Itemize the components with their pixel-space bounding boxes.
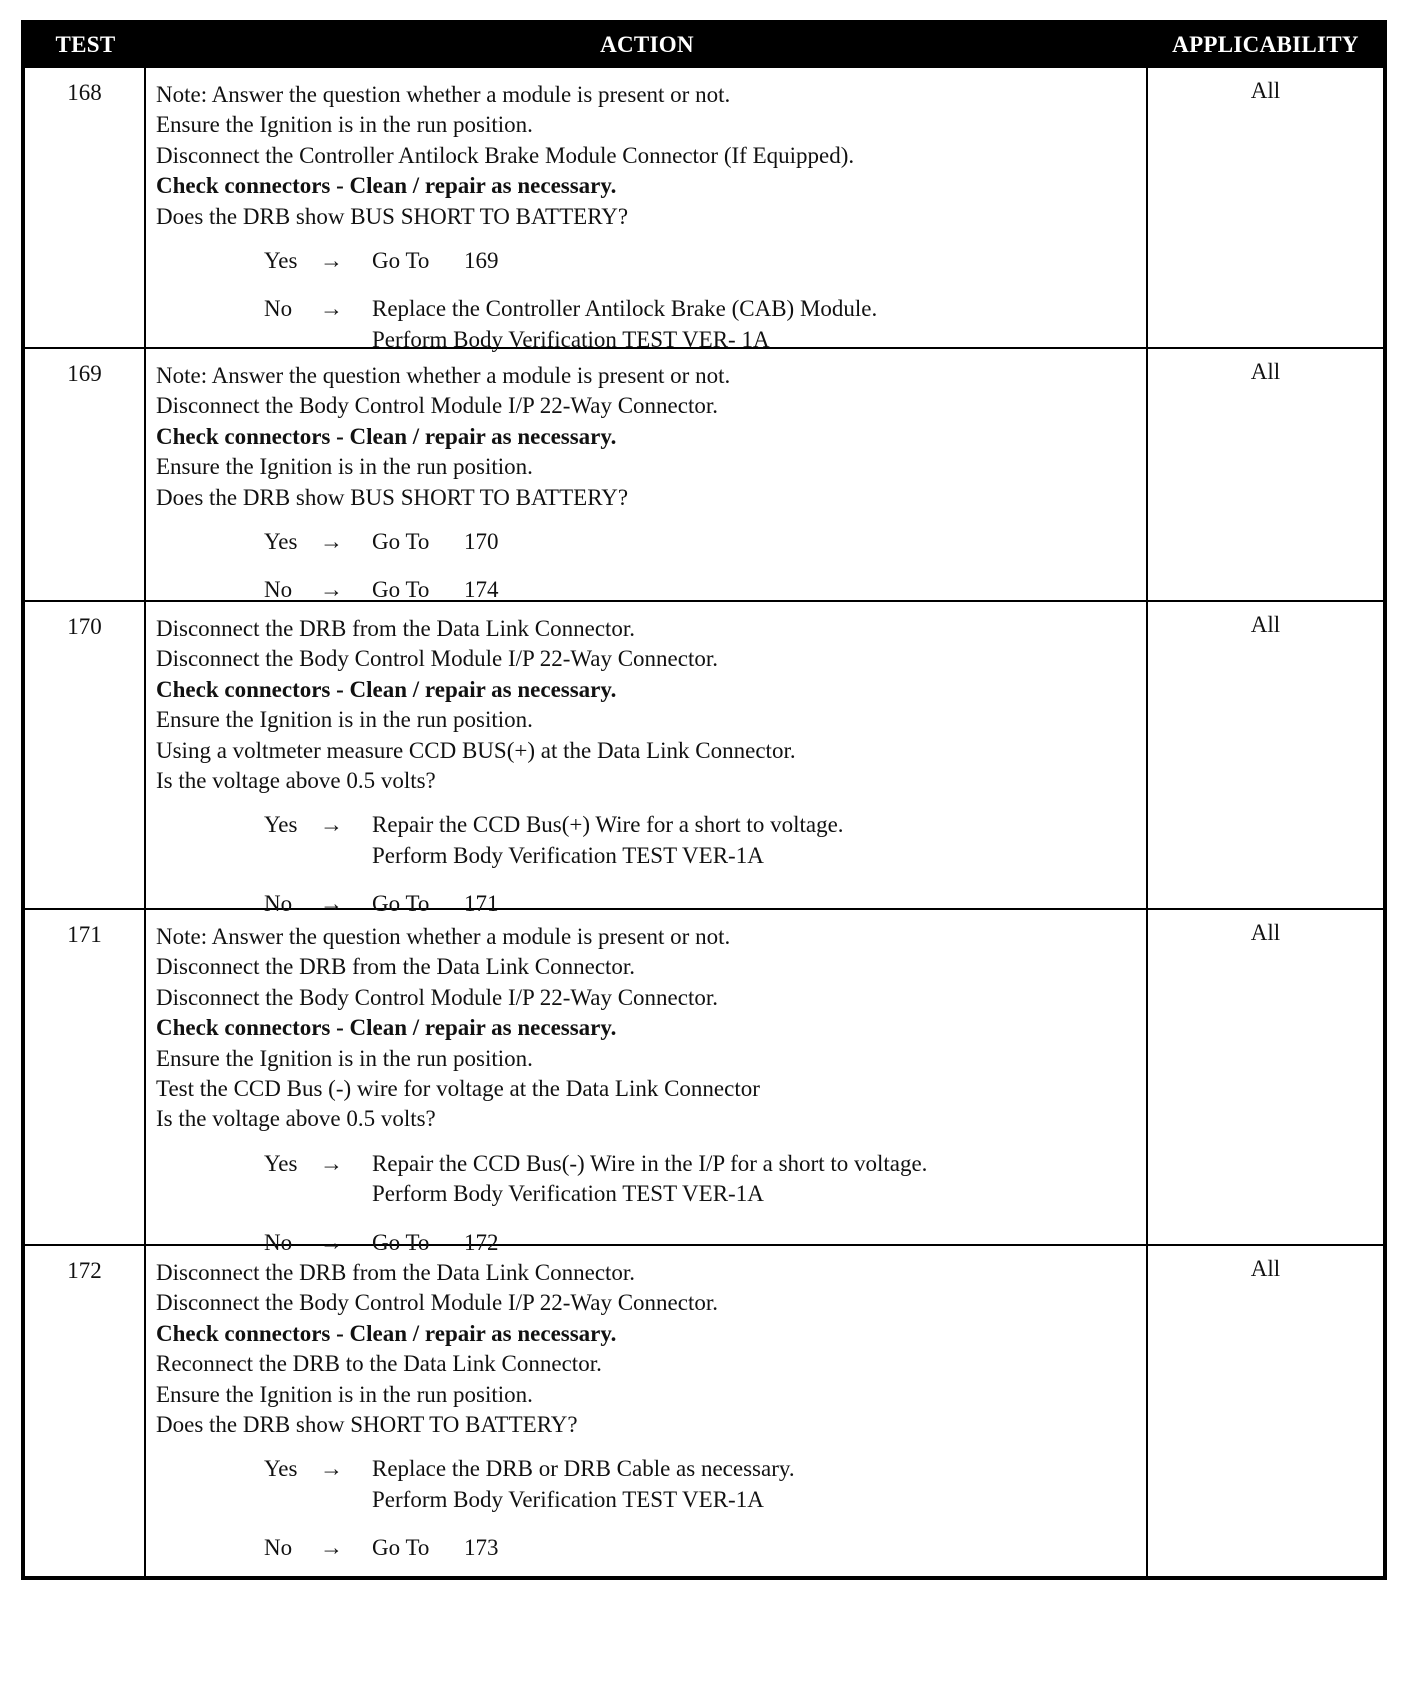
arrow-right-icon: → xyxy=(320,529,343,555)
arrow-right-icon: → xyxy=(320,296,343,322)
action-step: Ensure the Ignition is in the run position. xyxy=(156,1045,533,1071)
test-row-170 xyxy=(25,600,1383,917)
result-line: Replace the DRB or DRB Cable as necessary. xyxy=(372,1456,795,1482)
yes-branch xyxy=(264,810,1146,871)
goto-target: 172 xyxy=(464,1229,499,1255)
goto-label: Go To xyxy=(372,1229,430,1255)
branch-result xyxy=(372,1149,1146,1210)
action-cell xyxy=(146,602,1148,917)
test-row-172 xyxy=(25,1244,1383,1576)
test-number: 172 xyxy=(25,1246,146,1576)
applicability-cell: All xyxy=(1250,78,1281,103)
test-row-171 xyxy=(25,908,1383,1255)
result-line: Perform Body Verification TEST VER-1A xyxy=(372,1486,764,1512)
header-action: ACTION xyxy=(600,32,694,57)
answer-branches xyxy=(156,1149,1146,1258)
arrow-right-icon: → xyxy=(320,812,343,838)
branch-result xyxy=(372,246,1146,276)
arrow-right-icon: → xyxy=(320,1535,343,1561)
goto-label: Go To xyxy=(372,1535,430,1561)
no-branch xyxy=(264,1533,1146,1563)
action-step: Reconnect the DRB to the Data Link Connector. xyxy=(156,1351,602,1377)
goto-label: Go To xyxy=(372,529,430,555)
result-line: Perform Body Verification TEST VER-1A xyxy=(372,1181,764,1207)
action-cell xyxy=(146,349,1148,603)
action-step-emphasis: Check connectors - Clean / repair as necessary. xyxy=(156,1015,617,1041)
action-question: Does the DRB show BUS SHORT TO BATTERY? xyxy=(156,484,629,510)
yes-branch xyxy=(264,246,1146,276)
answer-branches xyxy=(156,246,1146,355)
yes-label: Yes xyxy=(264,1150,298,1176)
yes-label: Yes xyxy=(264,1456,298,1482)
action-step: Disconnect the Body Control Module I/P 22-Way Connector. xyxy=(156,393,718,419)
goto-label: Go To xyxy=(372,577,430,603)
yes-label: Yes xyxy=(264,812,298,838)
result-line: Repair the CCD Bus(+) Wire for a short to voltage. xyxy=(372,812,844,838)
goto-label: Go To xyxy=(372,891,430,917)
action-step: Using a voltmeter measure CCD BUS(+) at the Data Link Connector. xyxy=(156,737,796,763)
header-applicability: APPLICABILITY xyxy=(1172,32,1359,57)
action-step-emphasis: Check connectors - Clean / repair as necessary. xyxy=(156,676,617,702)
no-label: No xyxy=(264,1535,293,1561)
goto-target: 174 xyxy=(464,577,499,603)
action-step: Test the CCD Bus (-) wire for voltage at the Data Link Connector xyxy=(156,1076,760,1102)
applicability-cell: All xyxy=(1250,359,1281,384)
arrow-right-icon: → xyxy=(320,248,343,274)
goto-target: 170 xyxy=(464,529,499,555)
action-step: Disconnect the DRB from the Data Link Connector. xyxy=(156,954,636,980)
action-step: Note: Answer the question whether a module is present or not. xyxy=(156,82,731,107)
branch-result xyxy=(372,810,1146,871)
arrow-right-icon: → xyxy=(320,891,343,917)
no-label: No xyxy=(264,1229,293,1255)
yes-label: Yes xyxy=(264,248,298,274)
action-step: Ensure the Ignition is in the run position. xyxy=(156,1381,533,1407)
answer-branches xyxy=(156,1454,1146,1563)
arrow-right-icon: → xyxy=(320,1229,343,1255)
action-step: Disconnect the DRB from the Data Link Connector. xyxy=(156,616,636,641)
result-line: Repair the CCD Bus(-) Wire in the I/P for a short to voltage. xyxy=(372,1150,928,1176)
test-number: 170 xyxy=(25,602,146,908)
action-step: Disconnect the Body Control Module I/P 22-Way Connector. xyxy=(156,984,718,1010)
action-step: Note: Answer the question whether a module is present or not. xyxy=(156,924,731,949)
arrow-right-icon: → xyxy=(320,1150,343,1176)
action-cell xyxy=(146,910,1148,1255)
action-step: Ensure the Ignition is in the run position. xyxy=(156,454,533,480)
goto-target: 171 xyxy=(464,891,499,917)
action-step: Note: Answer the question whether a module is present or not. xyxy=(156,363,731,388)
test-row-168 xyxy=(25,66,1383,352)
result-line: Perform Body Verification TEST VER- 1A xyxy=(372,326,770,352)
action-question: Is the voltage above 0.5 volts? xyxy=(156,768,436,794)
action-step: Disconnect the Controller Antilock Brake Module Connector (If Equipped). xyxy=(156,142,855,168)
arrow-right-icon: → xyxy=(320,577,343,603)
action-step: Disconnect the Body Control Module I/P 22-Way Connector. xyxy=(156,1290,718,1316)
arrow-right-icon: → xyxy=(320,1456,343,1482)
branch-result xyxy=(372,1533,1146,1563)
goto-target: 169 xyxy=(464,248,499,274)
branch-result xyxy=(372,527,1146,557)
applicability-cell: All xyxy=(1250,920,1281,945)
answer-branches xyxy=(156,810,1146,919)
result-line: Perform Body Verification TEST VER-1A xyxy=(372,842,764,868)
no-label: No xyxy=(264,296,293,322)
header-test: TEST xyxy=(55,32,116,57)
goto-label: Go To xyxy=(372,248,430,274)
test-number: 168 xyxy=(25,68,146,347)
action-question: Does the DRB show BUS SHORT TO BATTERY? xyxy=(156,203,629,229)
action-step-emphasis: Check connectors - Clean / repair as necessary. xyxy=(156,423,617,449)
diagnostic-table xyxy=(21,20,1387,1580)
table-header xyxy=(25,24,1383,66)
action-question: Is the voltage above 0.5 volts? xyxy=(156,1106,436,1132)
branch-result xyxy=(372,1454,1146,1515)
answer-branches xyxy=(156,527,1146,606)
yes-branch xyxy=(264,1454,1146,1515)
yes-label: Yes xyxy=(264,529,298,555)
yes-branch xyxy=(264,1149,1146,1210)
action-question: Does the DRB show SHORT TO BATTERY? xyxy=(156,1412,578,1438)
action-step-emphasis: Check connectors - Clean / repair as necessary. xyxy=(156,173,617,199)
applicability-cell: All xyxy=(1250,612,1281,637)
action-step: Ensure the Ignition is in the run position. xyxy=(156,112,533,138)
action-cell xyxy=(146,68,1148,352)
test-row-169 xyxy=(25,347,1383,603)
branch-result xyxy=(372,294,1146,355)
no-label: No xyxy=(264,577,293,603)
action-step: Disconnect the DRB from the Data Link Connector. xyxy=(156,1260,636,1285)
goto-target: 173 xyxy=(464,1535,499,1561)
no-branch xyxy=(264,294,1146,355)
action-step: Ensure the Ignition is in the run position. xyxy=(156,707,533,733)
result-line: Replace the Controller Antilock Brake (CAB) Module. xyxy=(372,296,878,322)
no-label: No xyxy=(264,891,293,917)
yes-branch xyxy=(264,527,1146,557)
action-cell xyxy=(146,1246,1148,1576)
test-number: 171 xyxy=(25,910,146,1244)
action-step-emphasis: Check connectors - Clean / repair as necessary. xyxy=(156,1320,617,1346)
applicability-cell: All xyxy=(1250,1256,1281,1281)
action-step: Disconnect the Body Control Module I/P 22-Way Connector. xyxy=(156,646,718,672)
test-number: 169 xyxy=(25,349,146,600)
